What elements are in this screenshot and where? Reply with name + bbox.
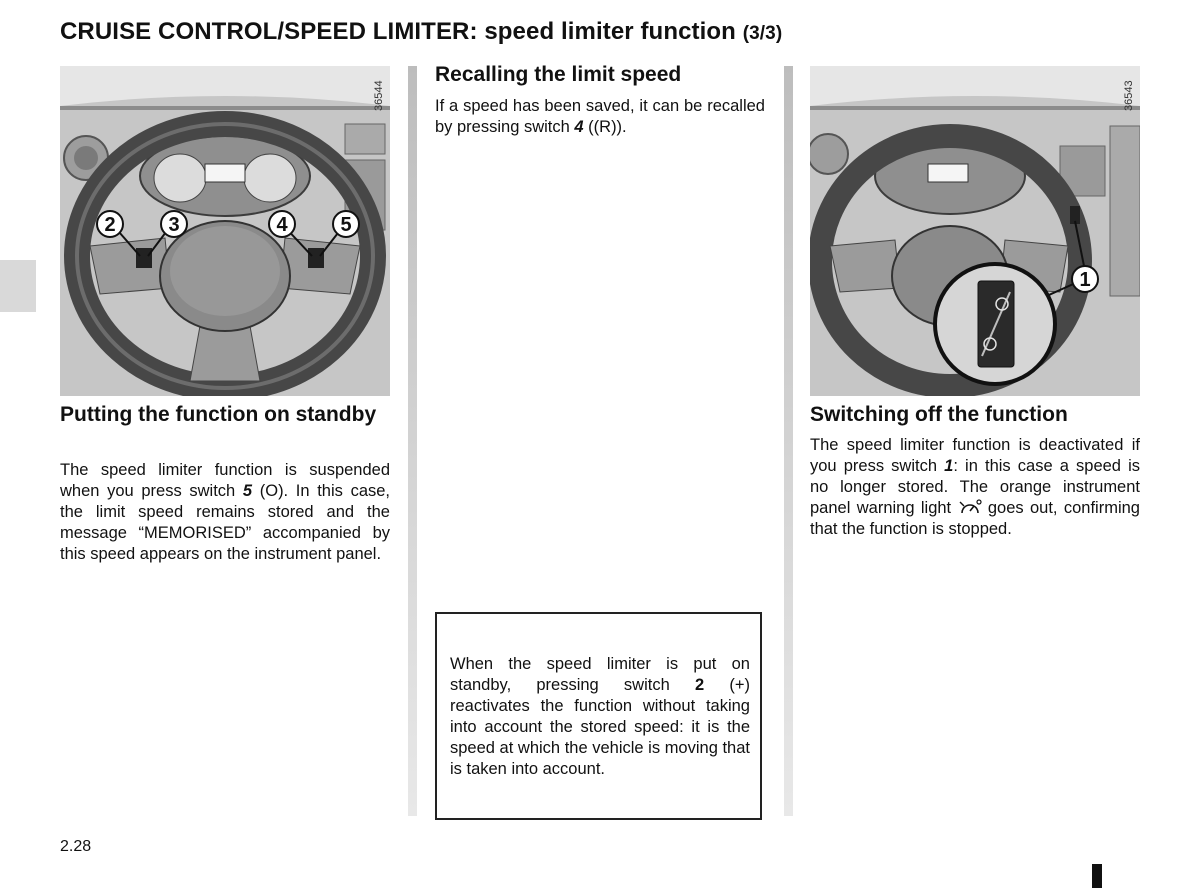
callout-5	[333, 211, 359, 237]
switch-off-figure	[810, 66, 1140, 396]
callout-1	[1072, 266, 1098, 292]
switch-off-heading: Switching off the function	[810, 403, 1068, 426]
recall-text-before: If a speed has been saved, it can be recalled by pressing switch	[435, 97, 765, 136]
standby-heading: Putting the function on standby	[60, 403, 377, 426]
figure-ref-right: 36543	[1123, 80, 1135, 111]
standby-text-after: (O). In this case, the limit speed remains stored and the message “MEMORISED” accompanied by this speed appears on the instrument panel.	[60, 482, 391, 563]
chapter-tab	[0, 260, 36, 312]
column-divider-left	[408, 66, 417, 816]
callout-3-label: 3	[168, 214, 180, 236]
note-text-before: When the speed limiter is put on standby, pressing switch	[450, 655, 750, 694]
callout-2	[97, 211, 123, 237]
steering-wheel-figure	[60, 66, 390, 396]
switch-off-text	[810, 435, 1140, 540]
title-text: CRUISE CONTROL/SPEED LIMITER: speed limiter function	[60, 18, 736, 45]
recall-text-after: ((R)).	[583, 118, 627, 136]
speed-limiter-warning-icon	[958, 499, 982, 519]
switch-off-switch: 1	[944, 457, 954, 475]
callout-2-label: 2	[104, 214, 116, 236]
note-text	[450, 654, 750, 780]
page-number: 2.28	[60, 838, 92, 855]
switch-off-text-before: The speed limiter function is deactivated if you press switch	[810, 436, 1140, 475]
column-divider-right	[784, 66, 793, 816]
note-text-after: (+) reactivates the function without taking into account the stored speed: it is the speed at which the vehicle is moving that is taken into account.	[450, 676, 750, 778]
recall-switch: 4	[574, 118, 584, 136]
title-page-part: (3/3)	[742, 23, 783, 44]
corner-mark	[1092, 864, 1102, 888]
figure-ref-left: 36544	[373, 80, 385, 111]
callout-1-label: 1	[1079, 269, 1091, 291]
switch-off-text-middle: : in this case a speed is no longer stored. The orange instrument panel warning light	[810, 457, 1141, 517]
switch-off-text-after: goes out, confirming that the function is stopped.	[810, 499, 1140, 538]
page-title	[60, 18, 782, 46]
callout-4	[269, 211, 295, 237]
standby-switch: 5	[242, 482, 253, 500]
callout-4-label: 4	[276, 214, 288, 236]
standby-text-before: The speed limiter function is suspended when you press switch	[60, 461, 390, 500]
standby-text	[60, 460, 390, 565]
callout-3	[161, 211, 187, 237]
note-switch: 2	[694, 676, 705, 694]
callout-5-label: 5	[340, 214, 352, 236]
recall-text	[435, 96, 765, 138]
recall-heading: Recalling the limit speed	[435, 63, 682, 86]
